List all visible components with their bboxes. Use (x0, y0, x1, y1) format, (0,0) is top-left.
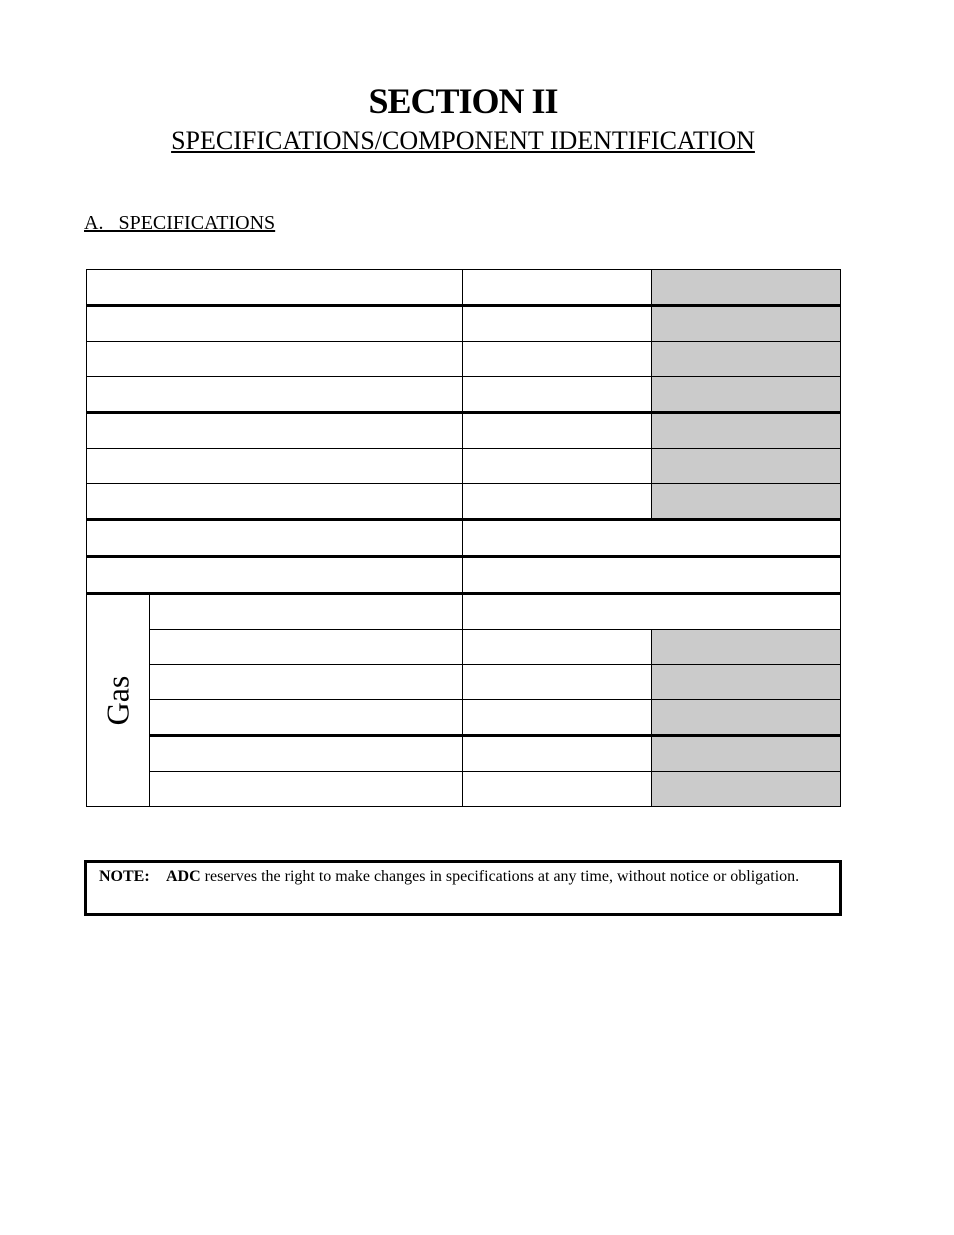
specifications-table (86, 269, 841, 807)
gas-group-cell (87, 594, 150, 807)
table-row (87, 594, 841, 630)
table-cell (651, 413, 840, 449)
section-title: SECTION II (368, 81, 558, 121)
table-cell (463, 377, 651, 413)
table-cell (463, 342, 651, 377)
table-cell (651, 700, 840, 736)
table-cell (87, 520, 463, 557)
table-row (87, 557, 841, 594)
table-row (87, 449, 841, 484)
table-cell (463, 665, 651, 700)
table-cell (87, 557, 463, 594)
table-cell (150, 772, 463, 807)
table-cell (463, 772, 651, 807)
table-cell (87, 377, 463, 413)
table-cell (651, 449, 840, 484)
table-cell (651, 484, 840, 520)
table-cell (150, 630, 463, 665)
table-row (87, 413, 841, 449)
table-cell (651, 306, 840, 342)
table-cell (87, 449, 463, 484)
table-cell (651, 342, 840, 377)
table-cell (87, 342, 463, 377)
table-row (87, 736, 841, 772)
table-cell (651, 665, 840, 700)
table-row (87, 520, 841, 557)
table-row (87, 700, 841, 736)
table-cell (651, 630, 840, 665)
table-cell (87, 270, 463, 306)
table-cell (651, 736, 840, 772)
table-cell (463, 557, 841, 594)
subsection-heading: A. SPECIFICATIONS (84, 212, 276, 234)
table-cell (87, 306, 463, 342)
table-cell (150, 665, 463, 700)
note-box (84, 860, 842, 916)
table-cell (87, 413, 463, 449)
section-subtitle: SPECIFICATIONS/COMPONENT IDENTIFICATION (171, 126, 755, 155)
note-text: reserves the right to make changes in specifications at any time, without notice or obligation. (200, 868, 800, 885)
table-row (87, 484, 841, 520)
table-cell (463, 484, 651, 520)
table-cell (150, 700, 463, 736)
table-row (87, 630, 841, 665)
table-cell (651, 270, 840, 306)
table-row (87, 306, 841, 342)
table-cell (150, 594, 463, 630)
table-row (87, 377, 841, 413)
table-cell (87, 484, 463, 520)
table-cell (463, 449, 651, 484)
table-cell (463, 630, 651, 665)
table-cell (463, 520, 841, 557)
gas-label: Gas (99, 675, 136, 726)
table-cell (463, 736, 651, 772)
table-cell (463, 594, 841, 630)
table-row (87, 772, 841, 807)
table-row (87, 270, 841, 306)
table-cell (463, 700, 651, 736)
table-cell (463, 270, 651, 306)
table-cell (463, 306, 651, 342)
table-row (87, 342, 841, 377)
table-row (87, 665, 841, 700)
table-cell (651, 377, 840, 413)
table-cell (651, 772, 840, 807)
table-cell (463, 413, 651, 449)
note-brand: ADC (166, 868, 201, 885)
table-cell (150, 736, 463, 772)
note-label: NOTE: (99, 868, 150, 885)
